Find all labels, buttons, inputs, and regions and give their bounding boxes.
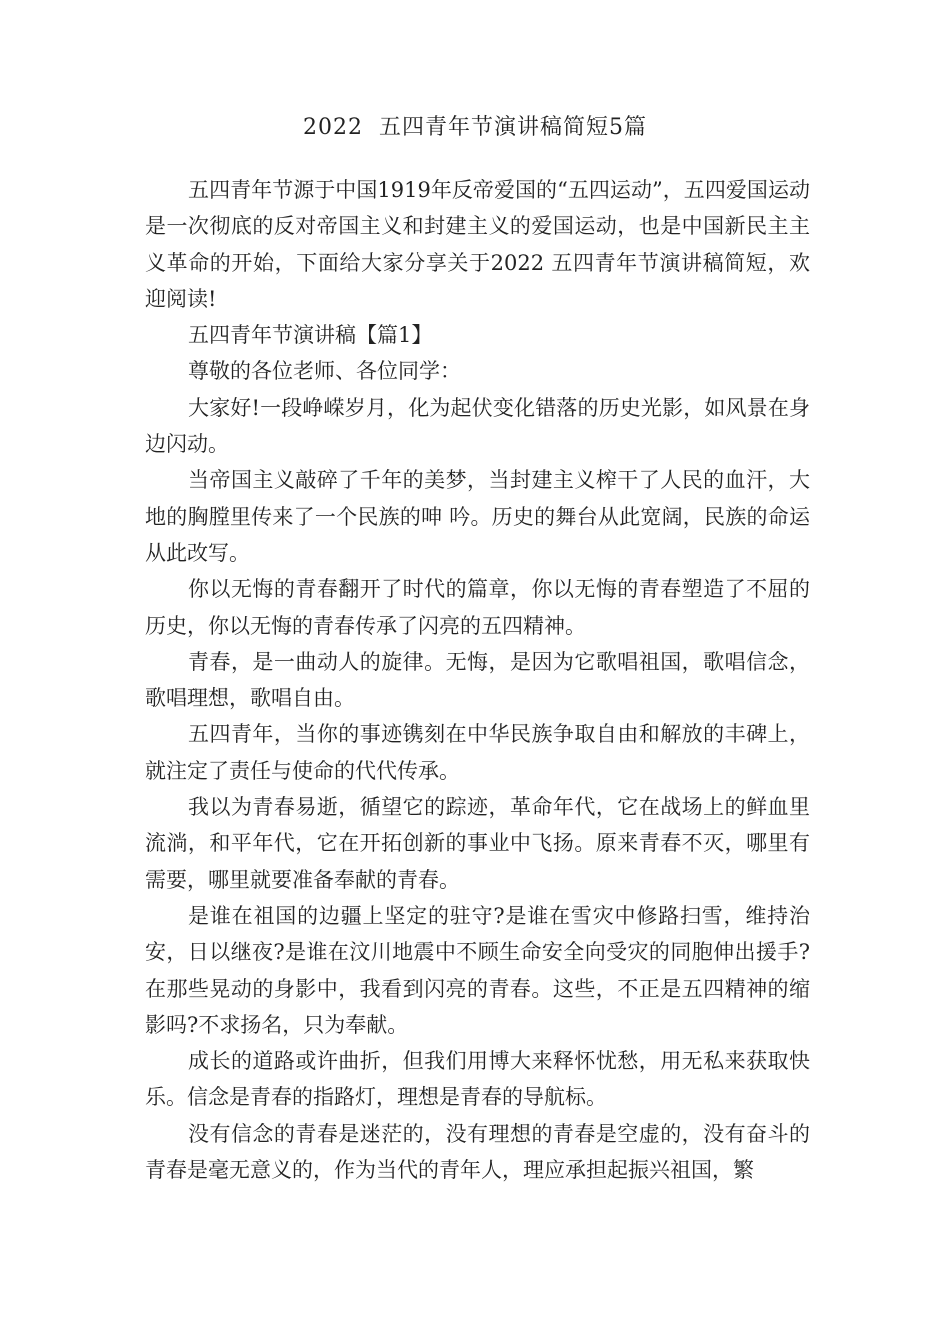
body-paragraph: 大家好!一段峥嵘岁月，化为起伏变化错落的历史光影，如风景在身边闪动。	[145, 395, 810, 457]
body-paragraph: 没有信念的青春是迷茫的，没有理想的青春是空虚的，没有奋斗的青春是毫无意义的，作为当代的青年人，理应承担起振兴祖国，繁	[145, 1121, 810, 1183]
body-paragraph: 是谁在祖国的边疆上坚定的驻守?是谁在雪灾中修路扫雪，维持治安，日以继夜?是谁在汶川地震中不顾生命安全向受灾的同胞伸出援手?在那些晃动的身影中，我看到闪亮的青春。这些，不正是五四精神的缩影吗?不求扬名，只为奉献。	[145, 903, 810, 1037]
section-heading: 五四青年节演讲稿【篇1】	[188, 323, 433, 348]
body-paragraph: 成长的道路或许曲折，但我们用博大来释怀忧愁，用无私来获取快乐。信念是青春的指路灯，理想是青春的导航标。	[145, 1049, 810, 1110]
body-paragraph: 我以为青春易逝，循望它的踪迹，革命年代，它在战场上的鲜血里流淌，和平年代，它在开拓创新的事业中飞扬。原来青春不灭，哪里有需要，哪里就要准备奉献的青春。	[145, 795, 810, 892]
document-body	[145, 172, 810, 1188]
salutation: 尊敬的各位老师、各位同学：	[188, 359, 462, 384]
body-paragraph: 当帝国主义敲碎了千年的美梦，当封建主义榨干了人民的血汗，大地的胸膛里传来了一个民族的呻 吟。历史的舞台从此宽阔，民族的命运从此改写。	[145, 468, 810, 565]
body-paragraph: 五四青年，当你的事迹镌刻在中华民族争取自由和解放的丰碑上，就注定了责任与使命的代代传承。	[145, 722, 810, 783]
intro-paragraph: 五四青年节源于中国1919年反帝爱国的“五四运动”，五四爱国运动是一次彻底的反对帝国主义和封建主义的爱国运动，也是中国新民主主义革命的开始，下面给大家分享关于2022 五四青年节演讲稿简短，欢迎阅读!	[145, 178, 810, 311]
document-title: 2022 五四青年节演讲稿简短5篇	[303, 115, 647, 140]
body-paragraph: 你以无悔的青春翻开了时代的篇章，你以无悔的青春塑造了不屈的历史，你以无悔的青春传承了闪亮的五四精神。	[145, 577, 810, 638]
body-paragraph: 青春，是一曲动人的旋律。无悔，是因为它歌唱祖国，歌唱信念，歌唱理想，歌唱自由。	[145, 649, 810, 711]
